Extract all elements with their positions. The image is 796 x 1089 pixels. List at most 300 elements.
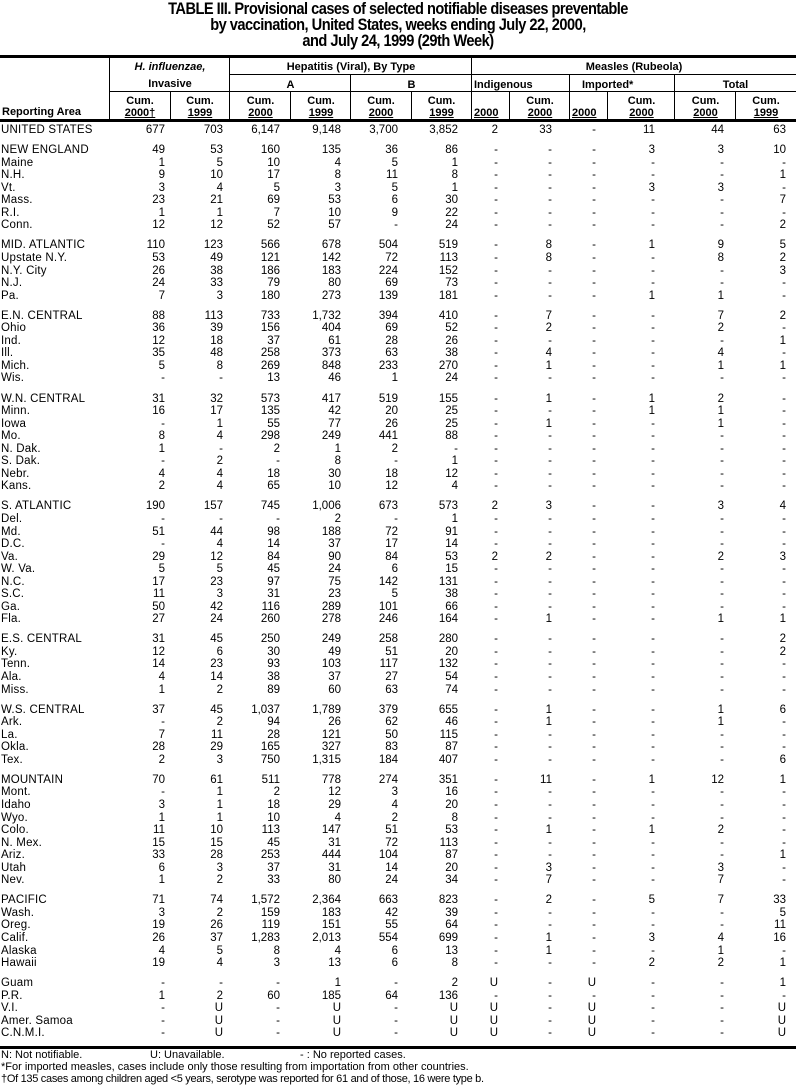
cell-value: - [161, 977, 165, 990]
cell-value: 2 [216, 906, 223, 919]
cell-value: - [548, 405, 552, 417]
cell-value: - [782, 206, 786, 219]
cell-value: 249 [321, 430, 341, 443]
cell-value: - [494, 741, 498, 754]
cell-value: - [494, 309, 498, 322]
cell-value: 188 [321, 525, 341, 538]
cell-value: - [592, 206, 596, 219]
cell-value: - [494, 931, 498, 944]
cell-value: 12 [445, 467, 458, 480]
reporting-area-label: Ariz. [1, 849, 25, 862]
cell-value: - [592, 753, 596, 766]
cell-value: - [548, 289, 552, 302]
cell-value: 45 [267, 563, 280, 576]
cell-value: - [592, 989, 596, 1002]
cell-value: 2 [491, 550, 498, 563]
cell-value: 38 [267, 671, 280, 683]
cell-value: 5 [273, 181, 280, 194]
cell-value: 1 [545, 931, 552, 944]
subheader-year-label: 2000 [572, 107, 597, 119]
table-row [0, 418, 796, 431]
cell-value: 30 [267, 645, 280, 658]
cell-value: 55 [267, 417, 280, 430]
cell-value: 16 [445, 786, 458, 799]
cell-value: - [651, 525, 655, 538]
cell-value: - [592, 169, 596, 182]
table-row [0, 576, 796, 589]
cell-value: - [494, 773, 498, 786]
reporting-area-label: S. Dak. [1, 455, 41, 468]
reporting-area-label: Miss. [1, 683, 29, 696]
cell-value: 4 [334, 156, 341, 169]
cell-value: 180 [260, 289, 280, 302]
cell-value: 4 [158, 671, 165, 683]
cell-value: 103 [321, 658, 341, 671]
cell-value: 6 [158, 861, 165, 874]
cell-value: 53 [152, 252, 165, 264]
reporting-area-label: Wis. [1, 372, 25, 385]
cell-value: 31 [328, 836, 341, 849]
cell-value: 1 [779, 849, 786, 862]
cell-value: - [494, 334, 498, 347]
cell-value: 1 [216, 786, 223, 799]
cell-value: 1 [158, 683, 165, 696]
cell-value: 33 [773, 894, 786, 907]
cell-value: - [548, 671, 552, 683]
header-measles: Measles (Rubeola) [585, 61, 683, 73]
cell-value: 519 [438, 239, 458, 252]
cell-value: - [651, 849, 655, 862]
cell-value: - [592, 442, 596, 455]
cell-value: 29 [152, 550, 165, 563]
cell-value: - [494, 798, 498, 811]
cell-value: - [720, 334, 724, 347]
cell-value: 53 [445, 824, 458, 836]
cell-value: 164 [438, 613, 458, 626]
cell-value: 554 [378, 931, 398, 944]
cell-value: U [332, 1014, 341, 1027]
table-row [0, 646, 796, 659]
cell-value: - [494, 289, 498, 302]
cell-value: 1 [158, 989, 165, 1002]
cell-value: - [782, 538, 786, 550]
cell-value: - [548, 538, 552, 550]
cell-value: U [587, 1014, 596, 1027]
cell-value: - [651, 206, 655, 219]
cell-value: - [782, 289, 786, 302]
cell-value: 10 [267, 811, 280, 824]
cell-value: 2 [779, 219, 786, 232]
cell-value: 131 [438, 575, 458, 588]
cell-value: - [494, 206, 498, 219]
cell-value: 2 [391, 811, 398, 824]
cell-value: 1 [717, 359, 724, 372]
cell-value: 12 [711, 773, 724, 786]
table-row [0, 430, 796, 443]
cell-value: 132 [438, 658, 458, 671]
cell-value: 273 [321, 289, 341, 302]
cell-value: - [651, 836, 655, 849]
cell-value: 253 [260, 849, 280, 862]
cell-value: 88 [445, 430, 458, 443]
reporting-area-label: Maine [1, 156, 34, 169]
cell-value: 49 [328, 645, 341, 658]
cell-value: 6,147 [251, 124, 280, 136]
cell-value: 2 [717, 550, 724, 563]
header-bottom-rule [0, 119, 796, 122]
cell-value: - [720, 575, 724, 588]
cell-value: - [592, 957, 596, 969]
cell-value: 2 [717, 392, 724, 405]
cell-value: - [494, 919, 498, 932]
cell-value: - [720, 480, 724, 493]
cell-value: - [494, 392, 498, 405]
cell-value: - [651, 156, 655, 169]
subheader-cum-label: Cum. [691, 95, 720, 107]
cell-value: 22 [445, 206, 458, 219]
cell-value: 1 [779, 169, 786, 182]
cell-value: 115 [439, 728, 458, 741]
cell-value: 2 [273, 442, 280, 455]
subheader-year-label: 1999 [187, 107, 213, 119]
cell-value: - [592, 919, 596, 932]
cell-value: 31 [152, 633, 165, 646]
cell-value: 3 [216, 289, 223, 302]
cell-value: - [494, 372, 498, 385]
cell-value: - [276, 512, 280, 525]
cell-value: - [592, 728, 596, 741]
cell-value: 87 [445, 849, 458, 862]
cell-value: 44 [210, 525, 223, 538]
cell-value: 94 [267, 716, 280, 729]
subheader-year-label: 2000 [474, 107, 499, 119]
cell-value: - [592, 894, 596, 907]
cell-value: 11 [774, 919, 786, 932]
table-row [0, 824, 796, 837]
cell-value: 6 [391, 194, 398, 207]
cell-value: 20 [445, 861, 458, 874]
cell-value: 64 [445, 919, 458, 932]
cell-value: - [494, 144, 498, 157]
cell-value: - [720, 977, 724, 990]
cell-value: 36 [152, 322, 165, 335]
table-row [0, 990, 796, 1003]
cell-value: - [782, 588, 786, 601]
cell-value: 11 [153, 824, 165, 836]
cell-value: - [548, 906, 552, 919]
cell-value: 61 [328, 334, 341, 347]
cell-value: - [651, 1014, 655, 1027]
cell-value: 3 [648, 931, 655, 944]
cell-value: - [548, 849, 552, 862]
cell-value: 24 [328, 563, 341, 576]
cell-value: 1 [779, 613, 786, 626]
cell-value: 69 [385, 322, 398, 335]
cell-value: - [592, 500, 596, 513]
cell-value: 1 [779, 773, 786, 786]
header-reporting-area: Reporting Area [2, 106, 82, 118]
cell-value: - [720, 728, 724, 741]
reporting-area-label: Vt. [1, 181, 16, 194]
cell-value: - [494, 430, 498, 443]
cell-value: 37 [152, 703, 165, 716]
cell-value: - [651, 334, 655, 347]
reporting-area-label: Okla. [1, 741, 29, 754]
cell-value: - [782, 405, 786, 417]
cell-value: 74 [445, 683, 458, 696]
header-h-influenzae-name: H. influenzae, [134, 61, 206, 73]
cell-value: 25 [445, 417, 458, 430]
cell-value: - [494, 906, 498, 919]
cell-value: - [494, 753, 498, 766]
cell-value: - [592, 347, 596, 360]
cell-value: 4 [545, 347, 552, 360]
cell-value: - [720, 264, 724, 277]
cell-value: - [494, 613, 498, 626]
cell-value: - [592, 264, 596, 277]
cell-value: - [548, 989, 552, 1002]
cell-value: 274 [378, 773, 398, 786]
cell-value: 135 [321, 144, 341, 157]
cell-value: 26 [385, 417, 398, 430]
cell-value: 3 [717, 181, 724, 194]
cell-value: - [720, 798, 724, 811]
cell-value: - [720, 849, 724, 862]
cell-value: - [592, 563, 596, 576]
cell-value: - [592, 931, 596, 944]
cell-value: - [276, 1027, 280, 1040]
cell-value: 16 [152, 405, 165, 417]
cell-value: 57 [328, 219, 341, 232]
cell-value: 6 [216, 645, 223, 658]
cell-value: - [592, 773, 596, 786]
subheader-col-9 [572, 95, 610, 119]
cell-value: 2 [491, 500, 498, 513]
cell-value: 1 [545, 359, 552, 372]
cell-value: - [494, 347, 498, 360]
cell-value: - [720, 1002, 724, 1015]
reporting-area-label: Amer. Samoa [1, 1014, 73, 1027]
cell-value: - [592, 716, 596, 729]
cell-value: - [720, 645, 724, 658]
subheader-cum-label: Cum. [526, 95, 554, 107]
cell-value: 3,700 [369, 124, 398, 136]
table-row [0, 774, 796, 787]
subheader-cum-label: Cum. [752, 95, 780, 107]
cell-value: - [276, 1014, 280, 1027]
cell-value: - [394, 512, 398, 525]
cell-value: - [720, 1027, 724, 1040]
cell-value: - [548, 741, 552, 754]
table-row [0, 405, 796, 418]
cell-value: 2 [545, 550, 552, 563]
cell-value: - [494, 683, 498, 696]
cell-value: 52 [267, 219, 280, 232]
cell-value: - [782, 512, 786, 525]
subheader-cum-label: Cum. [627, 95, 656, 107]
cell-value: 4 [451, 480, 458, 493]
cell-value: - [494, 467, 498, 480]
cell-value: 1 [717, 417, 724, 430]
cell-value: 24 [152, 277, 165, 290]
cell-value: 38 [445, 588, 458, 601]
cell-value: 1 [158, 874, 165, 887]
reporting-area-label: N.C. [1, 575, 25, 588]
cell-value: - [592, 239, 596, 252]
cell-value: - [592, 124, 596, 136]
cell-value: - [651, 683, 655, 696]
table-row [0, 252, 796, 265]
cell-value: 36 [385, 144, 398, 157]
cell-value: 37 [210, 931, 223, 944]
cell-value: 404 [321, 322, 341, 335]
cell-value: - [494, 219, 498, 232]
table-row [0, 347, 796, 360]
table-row [0, 1027, 796, 1040]
cell-value: 119 [261, 919, 280, 932]
cell-value: - [219, 977, 223, 990]
cell-value: 7 [545, 309, 552, 322]
cell-value: - [548, 658, 552, 671]
cell-value: 3 [334, 181, 341, 194]
cell-value: - [592, 430, 596, 443]
cell-value: 1,283 [251, 931, 280, 944]
reporting-area-label: S. ATLANTIC [1, 500, 72, 513]
reporting-area-label: W.S. CENTRAL [1, 703, 85, 716]
subheader-cum-label: Cum. [307, 95, 335, 107]
cell-value: 69 [267, 194, 280, 207]
cell-value: 29 [328, 798, 341, 811]
cell-value: - [592, 181, 596, 194]
header-vline [411, 92, 412, 120]
cell-value: 2 [779, 645, 786, 658]
cell-value: 258 [378, 633, 398, 646]
cell-value: - [394, 1002, 398, 1015]
cell-value: - [782, 798, 786, 811]
subheader-col-8 [510, 95, 570, 119]
cell-value: 1 [648, 773, 655, 786]
cell-value: 444 [321, 849, 341, 862]
cell-value: 61 [210, 773, 223, 786]
subheader-cum-label: Cum. [186, 95, 214, 107]
table-title [56, 1, 741, 49]
cell-value: 7 [717, 309, 724, 322]
cell-value: 2 [216, 455, 223, 468]
cell-value: 733 [260, 309, 280, 322]
cell-value: 2 [648, 957, 655, 969]
cell-value: - [651, 600, 655, 613]
cell-value: - [651, 309, 655, 322]
cell-value: - [651, 194, 655, 207]
reporting-area-label: R.I. [1, 206, 20, 219]
cell-value: - [548, 206, 552, 219]
cell-value: 8 [451, 811, 458, 824]
cell-value: - [720, 683, 724, 696]
cell-value: 12 [210, 550, 223, 563]
cell-value: - [494, 836, 498, 849]
cell-value: 5 [779, 239, 786, 252]
cell-value: 2 [158, 753, 165, 766]
subheader-year-label: 1999 [308, 107, 334, 119]
cell-value: 4 [334, 944, 341, 957]
cell-value: 3 [717, 861, 724, 874]
cell-value: 38 [210, 264, 223, 277]
cell-value: - [494, 658, 498, 671]
cell-value: 655 [438, 703, 458, 716]
cell-value: 28 [210, 849, 223, 862]
cell-value: - [782, 392, 786, 405]
header-vline [569, 75, 570, 120]
cell-value: 73 [445, 277, 458, 290]
cell-value: 3 [717, 144, 724, 157]
cell-value: - [494, 588, 498, 601]
cell-value: - [651, 538, 655, 550]
cell-value: U [449, 1014, 458, 1027]
cell-value: U [777, 1002, 786, 1015]
header-h-influenzae [110, 61, 230, 90]
cell-value: 8 [334, 455, 341, 468]
cell-value: - [394, 219, 398, 232]
cell-value: 8 [273, 944, 280, 957]
cell-value: - [494, 824, 498, 836]
subheader-year-label: 2000† [124, 107, 156, 119]
table-row [0, 124, 796, 137]
cell-value: 45 [210, 633, 223, 646]
cell-value: - [651, 989, 655, 1002]
cell-value: - [592, 144, 596, 157]
cell-value: 6 [779, 753, 786, 766]
cell-value: 10 [328, 206, 341, 219]
cell-value: - [651, 645, 655, 658]
table-row [0, 945, 796, 958]
cell-value: - [592, 277, 596, 290]
cell-value: 1 [779, 359, 786, 372]
cell-value: 26 [445, 334, 458, 347]
subheader-cum-label: Cum. [246, 95, 275, 107]
cell-value: 1,037 [251, 703, 280, 716]
cell-value: 15 [152, 836, 165, 849]
cell-value: - [592, 538, 596, 550]
cell-value: - [592, 703, 596, 716]
cell-value: 12 [210, 219, 223, 232]
cell-value: - [592, 417, 596, 430]
cell-value: 5 [158, 359, 165, 372]
cell-value: 116 [261, 600, 280, 613]
cell-value: 98 [267, 525, 280, 538]
cell-value: - [548, 467, 552, 480]
header-vline [735, 92, 736, 120]
cell-value: 37 [328, 671, 341, 683]
cell-value: 4 [717, 347, 724, 360]
cell-value: 42 [385, 906, 398, 919]
reporting-area-label: W.N. CENTRAL [1, 392, 86, 405]
cell-value: - [548, 588, 552, 601]
table-row [0, 786, 796, 799]
cell-value: 84 [385, 550, 398, 563]
reporting-area-label: N. Mex. [1, 836, 43, 849]
cell-value: 9 [391, 206, 398, 219]
cell-value: 186 [260, 264, 280, 277]
cell-value: - [454, 442, 458, 455]
reporting-area-label: N.H. [1, 169, 25, 182]
cell-value: 1 [717, 716, 724, 729]
cell-value: - [592, 252, 596, 264]
cell-value: - [782, 874, 786, 887]
cell-value: - [592, 156, 596, 169]
cell-value: - [494, 645, 498, 658]
cell-value: 373 [321, 347, 341, 360]
cell-value: 83 [385, 741, 398, 754]
